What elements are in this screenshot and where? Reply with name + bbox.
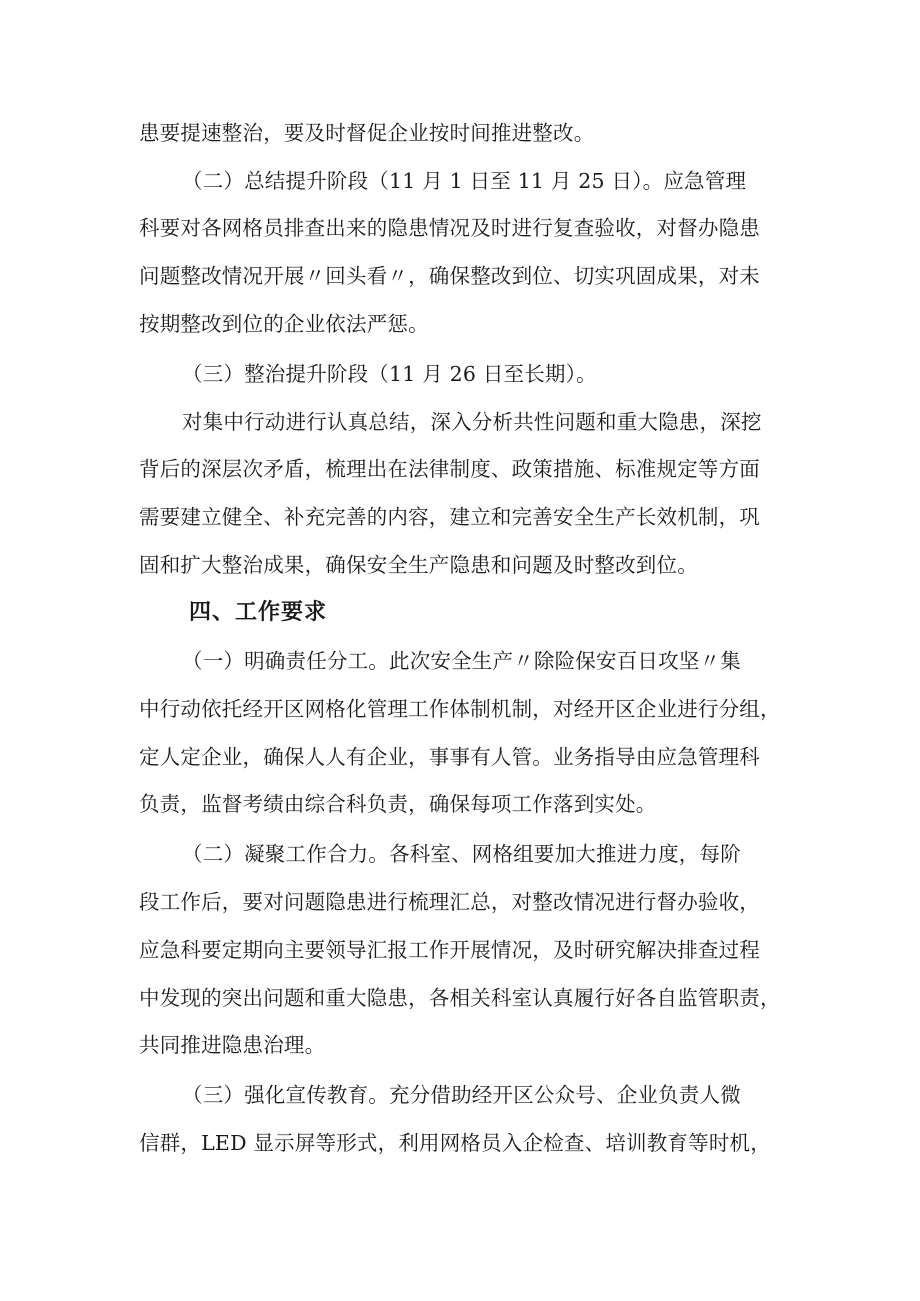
paragraph-line: （一）明确责任分工。此次安全生产〃除险保安百日攻坚〃集 <box>182 649 741 673</box>
paragraph-line: 问题整改情况开展〃回头看〃，确保整改到位、切实巩固成果，对未 <box>139 264 760 288</box>
paragraph-line: 中行动依托经开区网格化管理工作体制机制，对经开区企业进行分组， <box>139 697 781 721</box>
paragraph-line: 按期整改到位的企业依法严惩。 <box>139 312 429 336</box>
paragraph-line: 共同推进隐患治理。 <box>139 1033 326 1057</box>
paragraph-line: 中发现的突出问题和重大隐患，各相关科室认真履行好各自监管职责， <box>139 986 781 1010</box>
paragraph-line: 科要对各网格员排查出来的隐患情况及时进行复查验收，对督办隐患 <box>139 216 760 240</box>
paragraph-line: （二）总结提升阶段（11 月 1 日至 11 月 25 日）。应急管理 <box>182 169 747 193</box>
paragraph-line: 应急科要定期向主要领导汇报工作开展情况，及时研究解决排查过程 <box>139 938 760 962</box>
paragraph-line: （三）整治提升阶段（11 月 26 日至长期）。 <box>182 362 597 386</box>
paragraph-line: 定人定企业，确保人人有企业，事事有人管。业务指导由应急管理科 <box>139 745 760 769</box>
paragraph-line: （二）凝聚工作合力。各科室、网格组要加大推进力度，每阶 <box>182 842 741 866</box>
paragraph-line: 信群，LED 显示屏等形式，利用网格员入企检查、培训教育等时机， <box>139 1131 771 1155</box>
paragraph-line: （三）强化宣传教育。充分借助经开区公众号、企业负责人微 <box>182 1083 741 1107</box>
section-heading: 四、工作要求 <box>189 600 328 625</box>
paragraph-line: 患要提速整治，要及时督促企业按时间推进整改。 <box>139 121 595 145</box>
paragraph-line: 段工作后，要对问题隐患进行梳理汇总，对整改情况进行督办验收， <box>139 890 760 914</box>
paragraph-line: 固和扩大整治成果，确保安全生产隐患和问题及时整改到位。 <box>139 553 698 577</box>
paragraph-line: 背后的深层次矛盾，梳理出在法律制度、政策措施、标准规定等方面 <box>139 457 760 481</box>
paragraph-line: 需要建立健全、补充完善的内容，建立和完善安全生产长效机制，巩 <box>139 505 760 529</box>
paragraph-line: 负责，监督考绩由综合科负责，确保每项工作落到实处。 <box>139 792 657 816</box>
paragraph-line: 对集中行动进行认真总结，深入分析共性问题和重大隐患，深挖 <box>182 410 762 434</box>
